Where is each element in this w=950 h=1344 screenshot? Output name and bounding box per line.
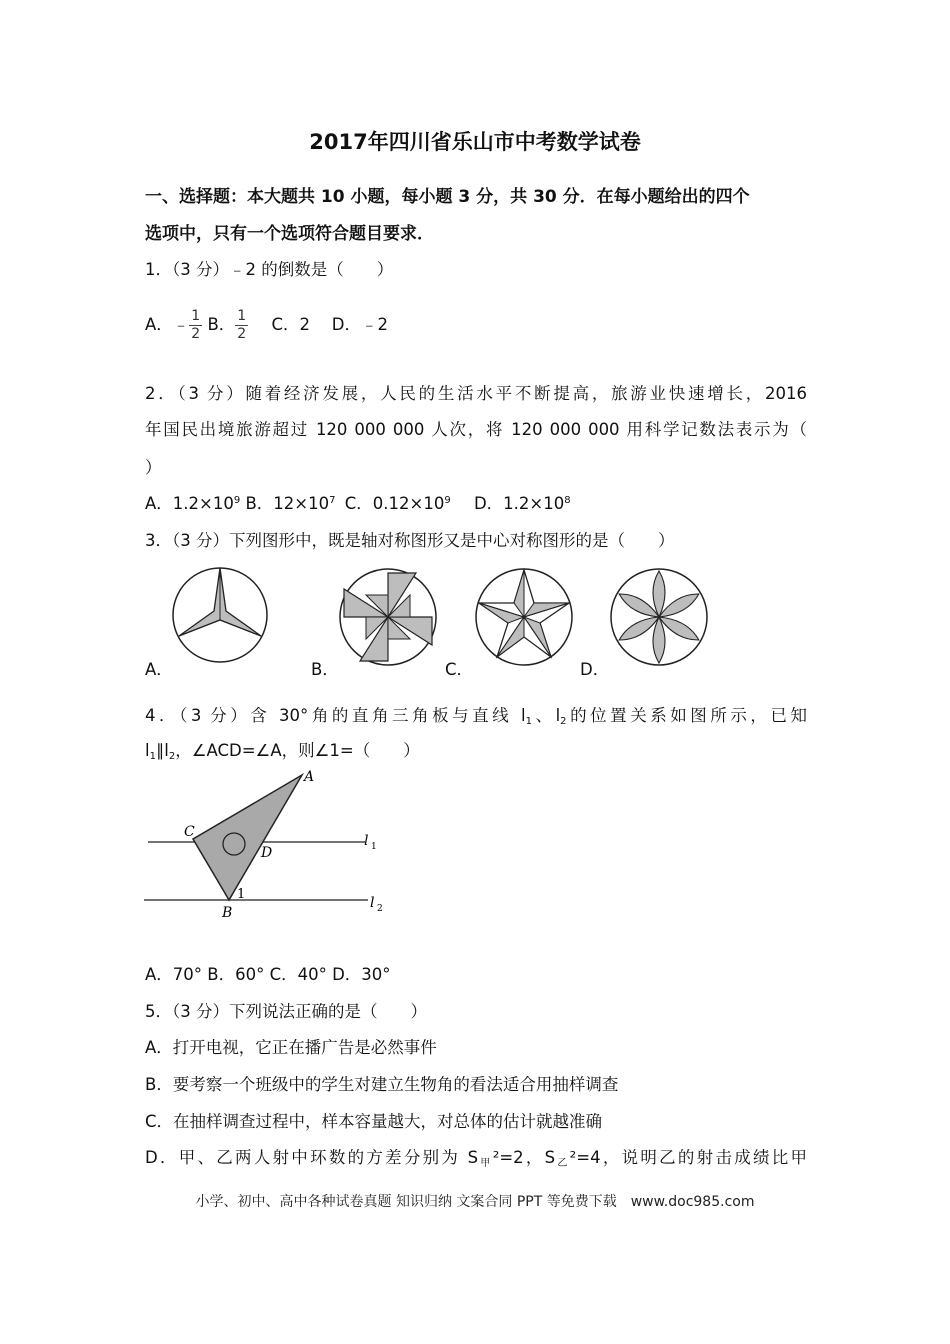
q3-label-b: B． [311, 660, 339, 679]
fraction-numerator: 1 [191, 308, 201, 324]
q3-figure-a-tri-blade [170, 565, 270, 665]
q3-label-c: C． [445, 660, 474, 679]
q5-option-d-part2: ²=2，S [492, 1148, 556, 1167]
q2-line1: 2．（3 分）随着经济发展，人民的生活水平不断提高，旅游业快速增长，2016 [145, 384, 807, 403]
q2-option-b: B．12×10 [245, 494, 330, 513]
q2-line2: 年国民出境旅游超过 120 000 000 人次，将 120 000 000 用科学记数法表示为（ [145, 420, 807, 439]
q4-line1-part3: 的位置关系如图所示，已知 [566, 706, 808, 725]
label-c: C [184, 824, 195, 840]
q4-triangle-figure [140, 765, 400, 925]
q2-option-c: C．0.12×10 [344, 494, 445, 513]
label-l1: l [364, 833, 369, 849]
fraction-denominator: 2 [191, 326, 201, 342]
q5-option-d-part1: D．甲、乙两人射中环数的方差分别为 S [145, 1148, 479, 1167]
q4-line1-part1: 4．（3 分）含 30°角的直角三角板与直线 l [145, 706, 526, 725]
q2-line3: ） [145, 458, 162, 477]
q4-line1-sub1: 1 [525, 716, 532, 727]
q5-option-a: A．打开电视，它正在播广告是必然事件 [145, 1038, 437, 1057]
section-heading-line2: 选项中，只有一个选项符合题目要求． [145, 224, 434, 244]
label-b: B [222, 905, 233, 921]
q4-line1-sub2: 2 [560, 716, 567, 727]
q4-line2-part3: ，∠ACD=∠A，则∠1=（ ） [175, 741, 420, 760]
q1-option-a-sign: ﹣ [172, 315, 190, 334]
q1-options-rest: C．2 D．﹣2 [271, 315, 388, 334]
fraction-numerator: 1 [237, 308, 247, 324]
q4-line1-part2: 、l [531, 706, 561, 725]
q3-figure-b-pinwheel [336, 565, 440, 669]
q2-option-d-exponent: 8 [564, 495, 571, 506]
q1-stem: 1．（3 分）﹣2 的倒数是（ ） [145, 260, 394, 279]
q1-option-b-fraction [235, 308, 248, 343]
section-heading-line1: 一、选择题：本大题共 10 小题，每小题 3 分，共 30 分．在每小题给出的四个 [145, 187, 750, 207]
q5-option-d-sub2: 乙 [555, 1158, 570, 1169]
q2-option-a: A．1.2×10 [145, 494, 234, 513]
q1-option-a-label: A． [145, 315, 173, 334]
q2-option-d: D．1.2×10 [473, 494, 565, 513]
q5-option-d [145, 1144, 807, 1169]
q2-options [145, 490, 571, 514]
q4-line1 [145, 702, 807, 727]
q5-option-b: B．要考察一个班级中的学生对建立生物角的看法适合用抽样调查 [145, 1075, 619, 1094]
q2-option-c-exponent: 9 [444, 495, 451, 506]
q5-option-d-part3: ²=4，说明乙的射击成绩比甲 [569, 1148, 808, 1167]
q3-stem: 3．（3 分）下列图形中，既是轴对称图形又是中心对称图形的是（ ） [145, 531, 675, 550]
label-d: D [261, 845, 273, 861]
triangle-plate [193, 775, 302, 900]
label-a: A [304, 769, 315, 785]
q1-option-a-fraction [189, 308, 202, 343]
q4-line2-sub1: 1 [149, 751, 156, 762]
q5-option-c: C．在抽样调查过程中，样本容量越大，对总体的估计就越准确 [145, 1112, 603, 1131]
q2-option-b-exponent: 7 [329, 495, 336, 506]
q4-line2-part1: l [145, 741, 150, 760]
q1-options [145, 308, 388, 343]
q4-line2-sub2: 2 [168, 751, 176, 762]
q5-option-d-sub1: 甲 [478, 1158, 493, 1169]
q3-label-d: D． [580, 660, 610, 679]
q3-figure-c-star [472, 565, 576, 669]
page-title: 2017年四川省乐山市中考数学试卷 [309, 130, 641, 154]
q4-line2 [145, 737, 420, 762]
q1-option-b-label: B． [207, 315, 236, 334]
q5-stem: 5．（3 分）下列说法正确的是（ ） [145, 1002, 427, 1021]
label-l1-subscript: 1 [371, 842, 377, 852]
fraction-denominator: 2 [237, 326, 247, 342]
q3-figure-d-petals [607, 565, 711, 669]
q4-line2-part2: ∥l [155, 741, 169, 760]
q3-label-a: A． [145, 660, 173, 679]
label-l2: l [370, 895, 375, 911]
label-l2-subscript: 2 [377, 904, 383, 914]
page-footer: 小学、初中、高中各种试卷真题 知识归纳 文案合同 PPT 等免费下载 www.doc985.com [195, 1194, 755, 1210]
q2-option-a-exponent: 9 [233, 495, 241, 506]
label-angle-1: 1 [237, 887, 246, 902]
q4-options: A．70° B．60° C．40° D．30° [145, 965, 391, 984]
